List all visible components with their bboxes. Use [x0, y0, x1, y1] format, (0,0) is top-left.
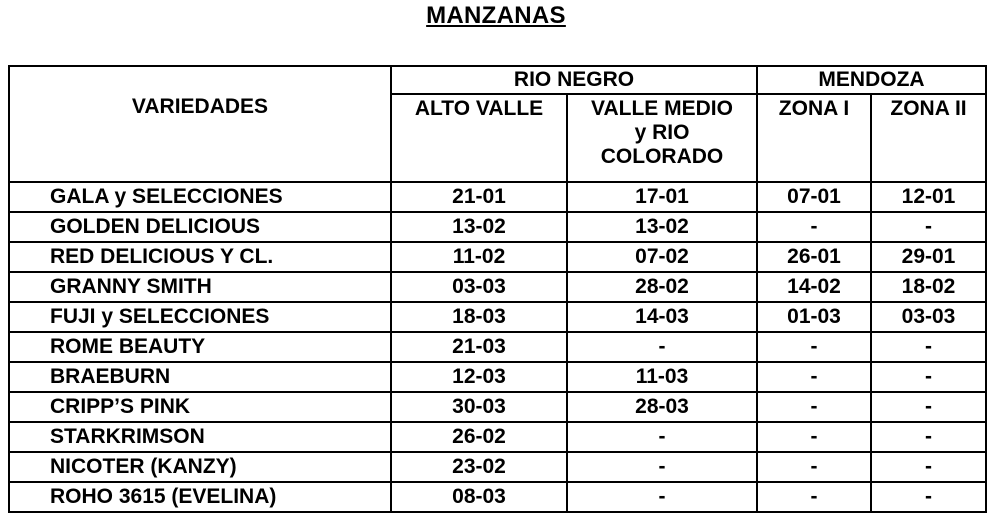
- date-cell-alto-valle: 26-02: [391, 422, 567, 452]
- date-cell-valle-medio: 11-03: [567, 362, 757, 392]
- variety-name-cell: ROME BEAUTY: [9, 332, 391, 362]
- date-cell-alto-valle: 18-03: [391, 302, 567, 332]
- variety-name-cell: GOLDEN DELICIOUS: [9, 212, 391, 242]
- table-row: [9, 482, 986, 512]
- header-valle-medio-line-1: VALLE MEDIO: [591, 97, 733, 120]
- date-cell-zona-1: -: [757, 362, 871, 392]
- date-cell-valle-medio: 17-01: [567, 182, 757, 212]
- variety-name-cell: CRIPP’S PINK: [9, 392, 391, 422]
- date-cell-zona-2: 29-01: [871, 242, 986, 272]
- variety-name-cell: RED DELICIOUS Y CL.: [9, 242, 391, 272]
- variety-name-cell: GRANNY SMITH: [9, 272, 391, 302]
- date-cell-zona-2: 03-03: [871, 302, 986, 332]
- date-cell-valle-medio: 07-02: [567, 242, 757, 272]
- date-cell-zona-2: -: [871, 362, 986, 392]
- variety-name-cell: ROHO 3615 (EVELINA): [9, 482, 391, 512]
- date-cell-zona-2: -: [871, 392, 986, 422]
- header-alto-valle: ALTO VALLE: [391, 94, 567, 182]
- date-cell-valle-medio: 28-03: [567, 392, 757, 422]
- header-zona-2: ZONA II: [871, 94, 986, 182]
- date-cell-alto-valle: 21-03: [391, 332, 567, 362]
- header-valle-medio: [567, 94, 757, 182]
- date-cell-zona-1: -: [757, 482, 871, 512]
- date-cell-zona-2: -: [871, 332, 986, 362]
- date-cell-valle-medio: -: [567, 332, 757, 362]
- date-cell-zona-1: -: [757, 212, 871, 242]
- table-row: [9, 182, 986, 212]
- date-cell-valle-medio: 14-03: [567, 302, 757, 332]
- date-cell-zona-1: -: [757, 452, 871, 482]
- header-rio-negro: RIO NEGRO: [391, 66, 757, 94]
- header-variedades: VARIEDADES: [9, 66, 391, 182]
- date-cell-alto-valle: 12-03: [391, 362, 567, 392]
- date-cell-alto-valle: 23-02: [391, 452, 567, 482]
- date-cell-zona-1: -: [757, 392, 871, 422]
- header-valle-medio-line-3: COLORADO: [600, 145, 724, 168]
- date-cell-zona-1: 14-02: [757, 272, 871, 302]
- date-cell-alto-valle: 13-02: [391, 212, 567, 242]
- header-valle-medio-line-2: y RIO: [634, 121, 690, 144]
- date-cell-zona-1: -: [757, 422, 871, 452]
- variety-name-cell: NICOTER (KANZY): [9, 452, 391, 482]
- date-cell-alto-valle: 03-03: [391, 272, 567, 302]
- table-body: [9, 182, 986, 512]
- harvest-dates-table: [8, 65, 987, 513]
- date-cell-zona-1: 01-03: [757, 302, 871, 332]
- date-cell-valle-medio: -: [567, 422, 757, 452]
- table-row: [9, 332, 986, 362]
- table-row: [9, 302, 986, 332]
- date-cell-alto-valle: 21-01: [391, 182, 567, 212]
- date-cell-valle-medio: 13-02: [567, 212, 757, 242]
- table-row: [9, 452, 986, 482]
- date-cell-alto-valle: 11-02: [391, 242, 567, 272]
- variety-name-cell: FUJI y SELECCIONES: [9, 302, 391, 332]
- date-cell-zona-1: 07-01: [757, 182, 871, 212]
- table-row: [9, 362, 986, 392]
- date-cell-alto-valle: 08-03: [391, 482, 567, 512]
- date-cell-valle-medio: 28-02: [567, 272, 757, 302]
- header-mendoza: MENDOZA: [757, 66, 986, 94]
- table-row: [9, 242, 986, 272]
- variety-name-cell: BRAEBURN: [9, 362, 391, 392]
- date-cell-zona-2: -: [871, 422, 986, 452]
- header-zona-1: ZONA I: [757, 94, 871, 182]
- date-cell-zona-2: 12-01: [871, 182, 986, 212]
- date-cell-zona-1: 26-01: [757, 242, 871, 272]
- date-cell-zona-2: -: [871, 452, 986, 482]
- table-row: [9, 272, 986, 302]
- date-cell-zona-2: 18-02: [871, 272, 986, 302]
- table-row: [9, 212, 986, 242]
- variety-name-cell: STARKRIMSON: [9, 422, 391, 452]
- date-cell-zona-1: -: [757, 332, 871, 362]
- table-row: [9, 392, 986, 422]
- date-cell-valle-medio: -: [567, 482, 757, 512]
- date-cell-zona-2: -: [871, 212, 986, 242]
- table-row: [9, 422, 986, 452]
- date-cell-alto-valle: 30-03: [391, 392, 567, 422]
- page-title: MANZANAS: [426, 2, 566, 29]
- date-cell-zona-2: -: [871, 482, 986, 512]
- date-cell-valle-medio: -: [567, 452, 757, 482]
- variety-name-cell: GALA y SELECCIONES: [9, 182, 391, 212]
